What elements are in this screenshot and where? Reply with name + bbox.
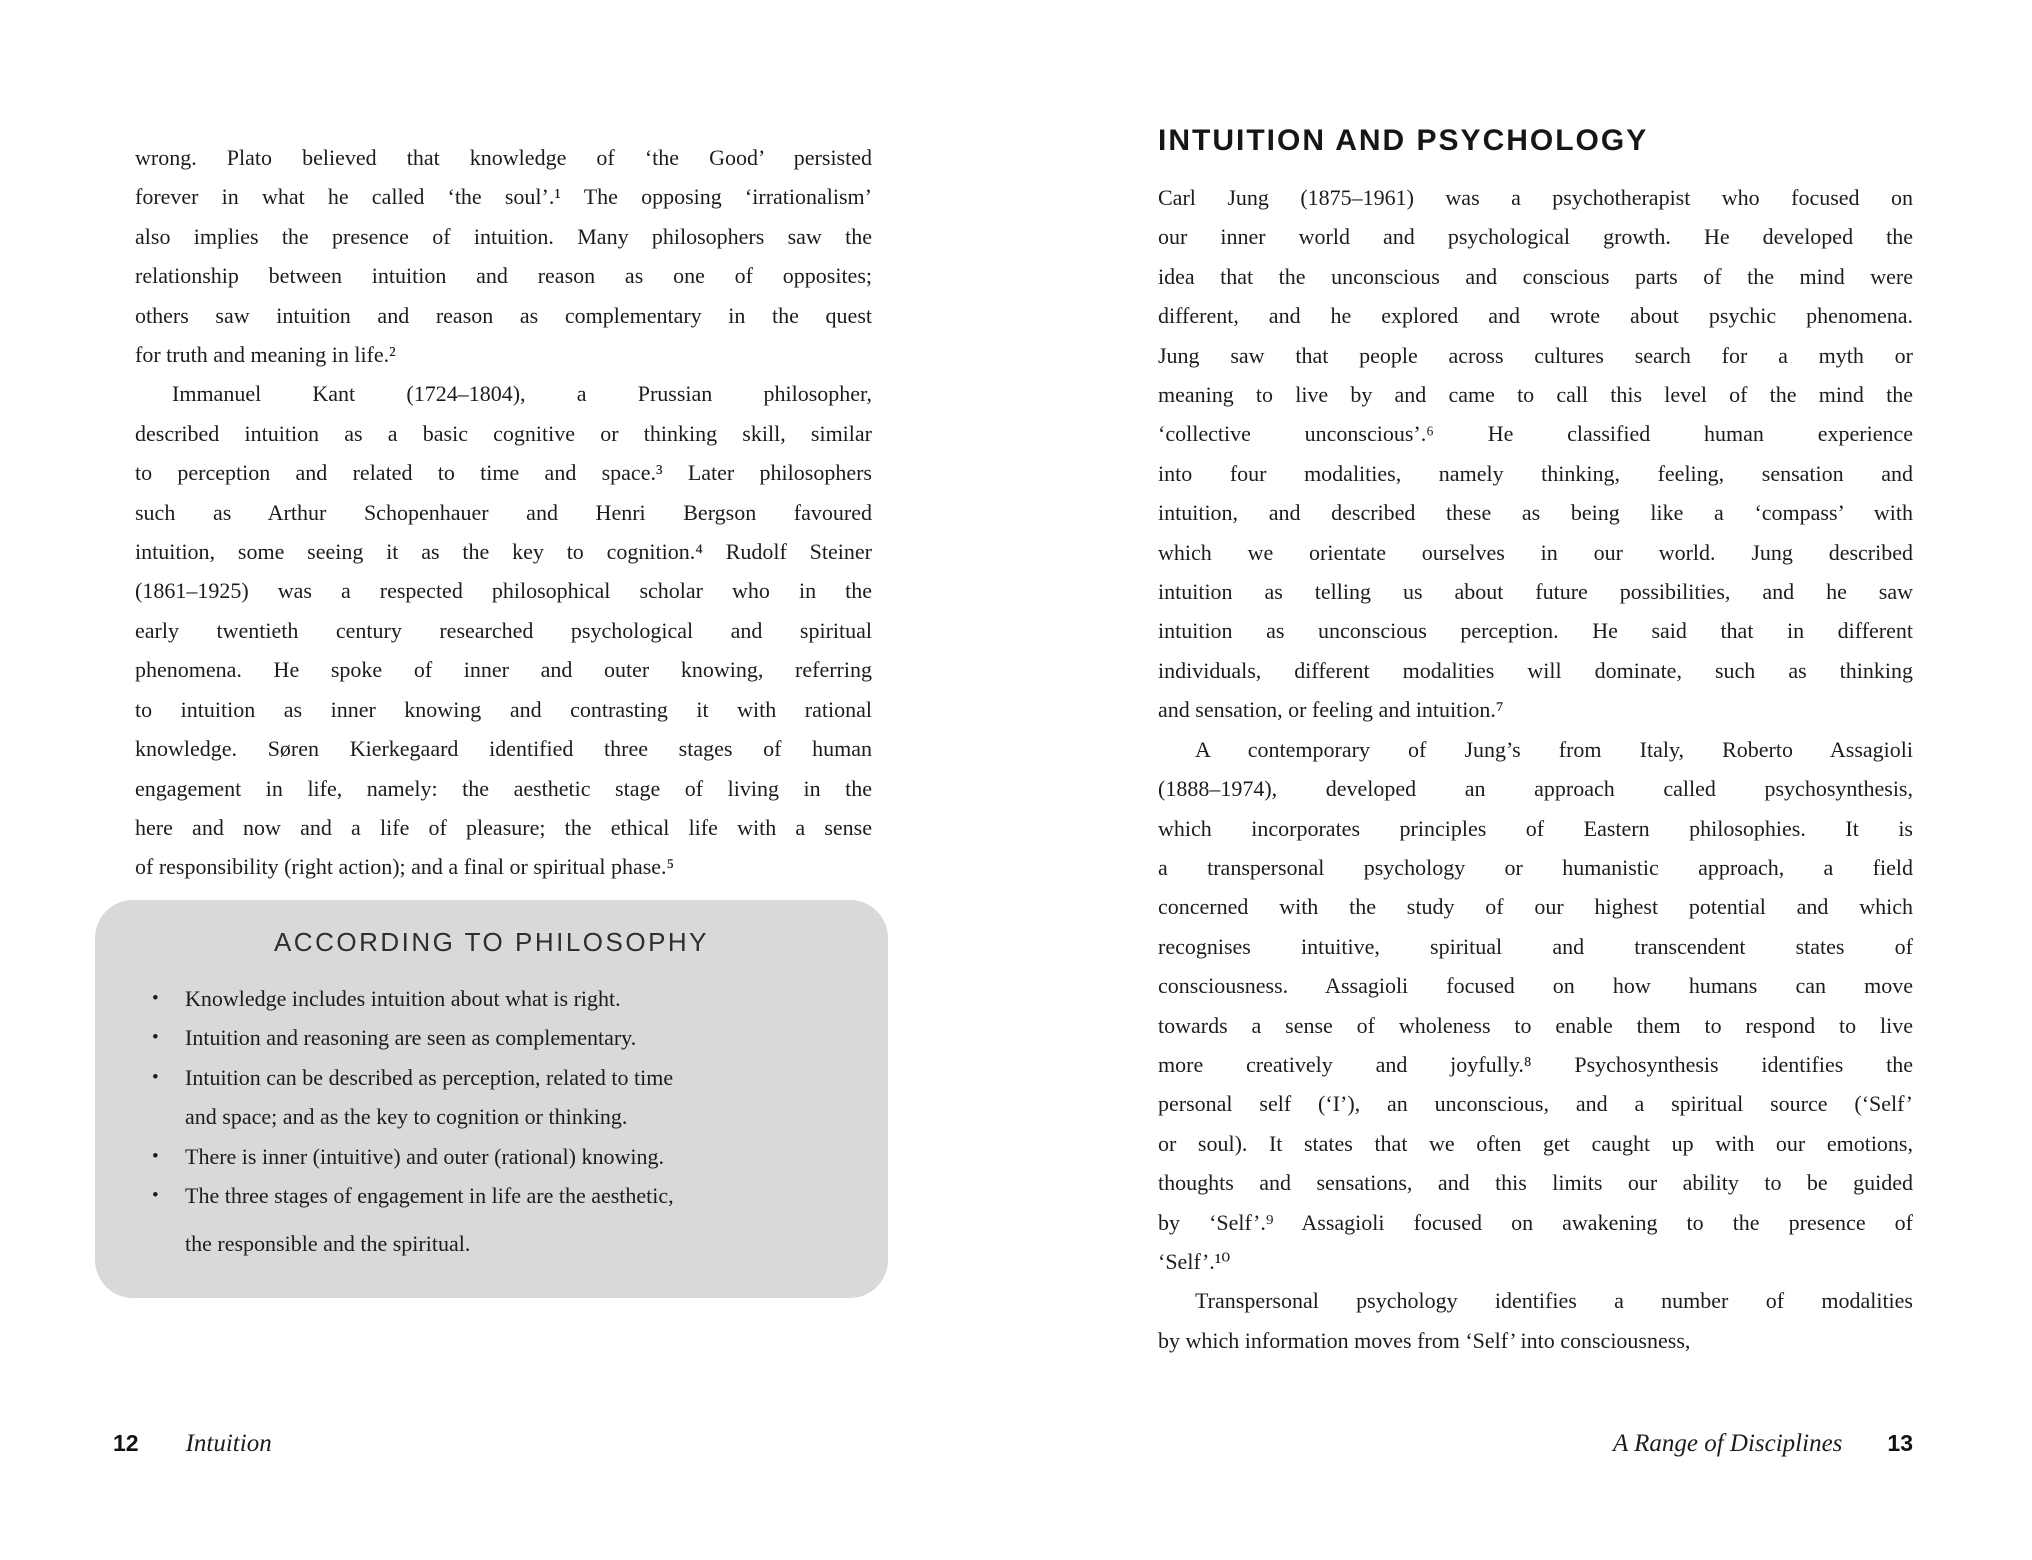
section-heading: INTUITION AND PSYCHOLOGY <box>1158 124 1649 157</box>
text-line: engagement in life, namely: the aesthetic stage of living in the <box>135 775 872 801</box>
text-line: also implies the presence of intuition. Many philosophers saw the <box>135 223 872 249</box>
text-line: forever in what he called ‘the soul’.¹ The opposing ‘irrationalism’ <box>135 184 872 210</box>
text-line: ‘collective unconscious’.⁶ He classified human experience <box>1158 421 1913 447</box>
text-line: concerned with the study of our highest potential and which <box>1158 894 1913 920</box>
text-line: personal self (‘I’), an unconscious, and a spiritual source (‘Self’ <box>1158 1091 1913 1117</box>
bullet-icon: • <box>152 1027 159 1049</box>
text-line: consciousness. Assagioli focused on how humans can move <box>1158 973 1913 999</box>
text-line: by which information moves from ‘Self’ into consciousness, <box>1158 1327 1691 1353</box>
text-line: idea that the unconscious and conscious parts of the mind were <box>1158 263 1913 289</box>
text-line: to intuition as inner knowing and contrasting it with rational <box>135 696 872 722</box>
footer-right <box>1613 1430 1913 1458</box>
text-line: A contemporary of Jung’s from Italy, Roberto Assagioli <box>1195 736 1913 762</box>
page-number-right: 13 <box>1887 1430 1913 1456</box>
text-line: into four modalities, namely thinking, feeling, sensation and <box>1158 460 1913 486</box>
text-line: more creatively and joyfully.⁸ Psychosynthesis identifies the <box>1158 1051 1913 1077</box>
text-line: here and now and a life of pleasure; the ethical life with a sense <box>135 814 872 840</box>
text-line: a transpersonal psychology or humanistic approach, a field <box>1158 854 1913 880</box>
text-line: early twentieth century researched psychological and spiritual <box>135 617 872 643</box>
text-line: and sensation, or feeling and intuition.⁷ <box>1158 697 1504 723</box>
paragraph <box>1158 730 1913 1282</box>
right-text-column <box>1158 178 1913 1360</box>
text-line: meaning to live by and came to call this level of the mind the <box>1158 382 1913 408</box>
text-line: (1888–1974), developed an approach called psychosynthesis, <box>1158 776 1913 802</box>
text-line: intuition, some seeing it as the key to cognition.⁴ Rudolf Steiner <box>135 539 872 565</box>
text-line: recognises intuitive, spiritual and transcendent states of <box>1158 933 1913 959</box>
paragraph <box>1158 178 1913 730</box>
text-line: thoughts and sensations, and this limits our ability to be guided <box>1158 1170 1913 1196</box>
info-box-title: ACCORDING TO PHILOSOPHY <box>273 927 710 957</box>
text-line: intuition, and described these as being like a ‘compass’ with <box>1158 500 1913 526</box>
bullet-line: Intuition and reasoning are seen as complementary. <box>185 1025 637 1051</box>
text-line: intuition as unconscious perception. He said that in different <box>1158 618 1913 644</box>
text-line: wrong. Plato believed that knowledge of ‘the Good’ persisted <box>135 145 872 170</box>
text-line: ‘Self’.¹⁰ <box>1158 1248 1231 1274</box>
bullet-line: There is inner (intuitive) and outer (rational) knowing. <box>185 1143 664 1169</box>
paragraph <box>1158 1281 1913 1360</box>
text-line: phenomena. He spoke of inner and outer knowing, referring <box>135 657 872 683</box>
text-line: Carl Jung (1875–1961) was a psychotherapist who focused on <box>1158 185 1913 210</box>
text-line: of responsibility (right action); and a final or spiritual phase.⁵ <box>135 854 675 880</box>
text-line: different, and he explored and wrote about psychic phenomena. <box>1158 303 1913 329</box>
bullet-line: the responsible and the spiritual. <box>185 1231 471 1257</box>
text-line: (1861–1925) was a respected philosophical scholar who in the <box>135 578 872 604</box>
running-title-left: Intuition <box>185 1430 272 1457</box>
text-line: knowledge. Søren Kierkegaard identified three stages of human <box>135 736 872 762</box>
bullet-line: The three stages of engagement in life are the aesthetic, <box>185 1183 674 1209</box>
text-line: Immanuel Kant (1724–1804), a Prussian philosopher, <box>172 381 872 407</box>
text-line: such as Arthur Schopenhauer and Henri Bergson favoured <box>135 499 872 525</box>
text-line: Jung saw that people across cultures search for a myth or <box>1158 342 1913 368</box>
bullet-icon: • <box>152 988 159 1009</box>
text-line: for truth and meaning in life.² <box>135 342 396 368</box>
bullet-line: Intuition can be described as perception, related to time <box>185 1064 674 1090</box>
text-line: to perception and related to time and space.³ Later philosophers <box>135 460 872 486</box>
text-line: individuals, different modalities will dominate, such as thinking <box>1158 657 1913 683</box>
bullet-line: Knowledge includes intuition about what is right. <box>185 986 621 1011</box>
bullet-icon: • <box>152 1066 159 1088</box>
bullet-line: and space; and as the key to cognition or thinking. <box>185 1104 628 1130</box>
text-line: towards a sense of wholeness to enable them to respond to live <box>1158 1012 1913 1038</box>
text-line: described intuition as a basic cognitive or thinking skill, similar <box>135 420 872 446</box>
text-line: intuition as telling us about future possibilities, and he saw <box>1158 579 1913 605</box>
text-line: which incorporates principles of Eastern philosophies. It is <box>1158 815 1913 841</box>
text-line: relationship between intuition and reason as one of opposites; <box>135 263 872 289</box>
text-line: which we orientate ourselves in our world. Jung described <box>1158 539 1913 565</box>
bullet-icon: • <box>152 1185 159 1207</box>
text-line: our inner world and psychological growth. He developed the <box>1158 224 1913 250</box>
running-title-right: A Range of Disciplines <box>1613 1430 1843 1457</box>
page-number-left: 12 <box>113 1430 139 1456</box>
text-line: by ‘Self’.⁹ Assagioli focused on awakening to the presence of <box>1158 1209 1913 1235</box>
text-line: others saw intuition and reason as complementary in the quest <box>135 302 872 328</box>
bullet-icon: • <box>152 1145 159 1167</box>
text-line: or soul). It states that we often get caught up with our emotions, <box>1158 1130 1913 1156</box>
text-line: Transpersonal psychology identifies a number of modalities <box>1195 1288 1913 1314</box>
